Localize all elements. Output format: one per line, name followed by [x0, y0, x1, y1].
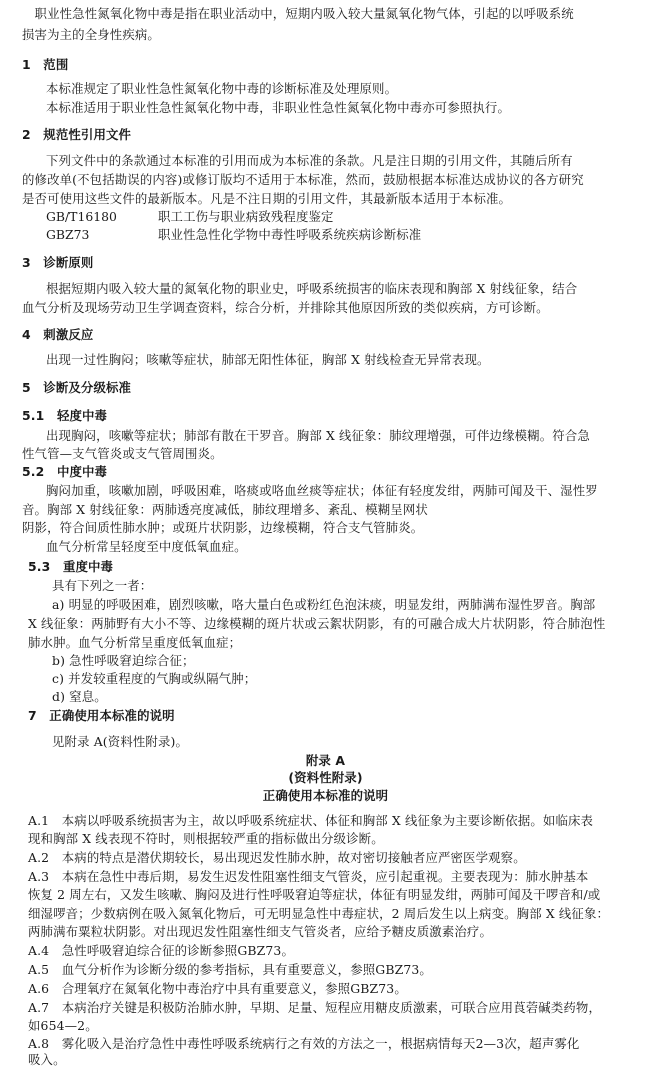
section-1-heading: 1 范围	[22, 57, 69, 72]
section-5-3-item-a-2: X 线征象：两肺野有大小不等、边缘模糊的斑片状或云絮状阴影，有的可融合成大片状阴影，符合肺泡性	[28, 616, 606, 631]
section-3-line-2: 血气分析及现场劳动卫生学调查资料，综合分析，并排除其他原因所致的类似疾病，方可诊断。	[22, 300, 549, 315]
annex-line-3: A.2 本病的特点是潜伏期较长，易出现迟发性肺水肿，故对密切接触者应严密医学观察。	[28, 850, 526, 865]
section-5-1-line-2: 性气管—支气管炎或支气管周围炎。	[22, 446, 223, 461]
section-5-3-item-b: b) 急性呼吸窘迫综合征；	[52, 653, 195, 668]
ref-title-1: 职工工伤与职业病致残程度鉴定	[158, 209, 334, 224]
annex-line-9: A.5 血气分析作为诊断分级的参考指标，具有重要意义，参照GBZ73。	[28, 962, 432, 977]
annex-line-6: 细湿啰音；少数病例在吸入氮氧化物后，可无明显急性中毒症状，2 周后发生以上病变。胸部 X 线征象：	[28, 906, 610, 921]
section-5-3-heading: 5.3 重度中毒	[28, 559, 114, 574]
annex-line-2: 现和胸部 X 线表现不符时，则根据较严重的指标做出分级诊断。	[28, 831, 384, 846]
section-5-heading: 5 诊断及分级标准	[22, 380, 132, 395]
ref-code-2: GBZ73	[46, 227, 90, 242]
section-7-heading: 7 正确使用本标准的说明	[28, 708, 175, 723]
section-5-3-item-a-3: 肺水肿。血气分析常呈重度低氧血症；	[28, 635, 242, 650]
ref-title-2: 职业性急性化学物中毒性呼吸系统疾病诊断标准	[158, 227, 422, 242]
section-5-1-heading: 5.1 轻度中毒	[22, 408, 108, 423]
annex-line-8: A.4 急性呼吸窘迫综合征的诊断参照GBZ73。	[28, 943, 294, 958]
annex-subtitle: (资料性附录)	[288, 770, 363, 785]
section-5-2-line-4: 血气分析常呈轻度至中度低氧血症。	[46, 539, 247, 554]
annex-line-7: 两肺满布粟粒状阴影。对出现迟发性阻塞性细支气管炎者，应给予糖皮质激素治疗。	[28, 924, 493, 939]
section-4-line-1: 出现一过性胸闷；咳嗽等症状，肺部无阳性体征，胸部 X 射线检查无异常表现。	[46, 352, 490, 367]
annex-line-5: 恢复 2 周左右，又发生咳嗽、胸闷及进行性呼吸窘迫等症状，体征有明显发绀，两肺可闻及干啰音和/或	[28, 887, 601, 902]
intro-line-2: 损害为主的全身性疾病。	[22, 27, 160, 42]
section-5-3-line-1: 具有下列之一者：	[52, 578, 153, 593]
section-3-line-1: 根据短期内吸入较大量的氮氧化物的职业史，呼吸系统损害的临床表现和胸部 X 射线征象，结合	[46, 281, 578, 296]
annex-line-4: A.3 本病在急性中毒后期，易发生迟发性阻塞性细支气管炎，应引起重视。主要表现为：肺水肿基本	[28, 869, 589, 884]
annex-heading: 正确使用本标准的说明	[262, 788, 389, 803]
section-2-line-3: 是否可使用这些文件的最新版本。凡是不注日期的引用文件，其最新版本适用于本标准。	[22, 191, 512, 206]
annex-line-10: A.6 合理氧疗在氮氧化物中毒治疗中具有重要意义，参照GBZ73。	[28, 981, 407, 996]
section-4-heading: 4 刺激反应	[22, 327, 94, 342]
section-5-2-line-3: 阴影，符合间质性肺水肿；或斑片状阴影，边缘模糊，符合支气管肺炎。	[22, 520, 424, 535]
annex-line-12: 如654—2。	[28, 1018, 98, 1033]
annex-line-13: A.8 雾化吸入是治疗急性中毒性呼吸系统病行之有效的方法之一，根据病情每天2—3次，超声雾化	[28, 1036, 580, 1051]
section-1-line-2: 本标准适用于职业性急性氮氧化物中毒，非职业性急性氮氧化物中毒亦可参照执行。	[46, 100, 511, 115]
section-2-heading: 2 规范性引用文件	[22, 127, 132, 142]
intro-line-1: 职业性急性氮氧化物中毒是指在职业活动中，短期内吸入较大量氮氧化物气体，引起的以呼吸系统	[22, 6, 574, 21]
section-5-3-item-a-1: a) 明显的呼吸困难，剧烈咳嗽，咯大量白色或粉红色泡沫痰，明显发绀，两肺满布湿性罗音。胸部	[52, 597, 596, 612]
ref-code-1: GB/T16180	[46, 209, 117, 224]
section-7-line-1: 见附录 A(资料性附录)。	[52, 734, 189, 749]
section-5-3-item-c: c) 并发较重程度的气胸或纵隔气肿；	[52, 671, 257, 686]
section-5-1-line-1: 出现胸闷，咳嗽等症状；肺部有散在干罗音。胸部 X 线征象：肺纹理增强，可伴边缘模糊。符合急	[46, 428, 590, 443]
section-5-3-item-d: d) 窒息。	[52, 689, 107, 704]
section-1-line-1: 本标准规定了职业性急性氮氧化物中毒的诊断标准及处理原则。	[46, 81, 398, 96]
annex-title: 附录 A	[305, 753, 346, 768]
section-2-line-2: 的修改单(不包括勘误的内容)或修订版均不适用于本标准，然而，鼓励根据本标准达成协议的各方研究	[22, 172, 584, 187]
annex-line-1: A.1 本病以呼吸系统损害为主，故以呼吸系统症状、体征和胸部 X 线征象为主要诊断依据。如临床表	[28, 813, 594, 828]
section-5-2-line-1: 胸闷加重，咳嗽加剧，呼吸困难，咯痰或咯血丝痰等症状；体征有轻度发绀，两肺可闻及干、湿性罗	[46, 483, 598, 498]
section-5-2-line-2: 音。胸部 X 射线征象：两肺透亮度减低，肺纹理增多、紊乱、模糊呈网状	[22, 502, 428, 517]
section-3-heading: 3 诊断原则	[22, 255, 94, 270]
section-5-2-heading: 5.2 中度中毒	[22, 464, 108, 479]
annex-line-11: A.7 本病治疗关键是积极防治肺水肿，早期、足量、短程应用糖皮质激素，可联合应用莨菪碱类药物，	[28, 1000, 602, 1015]
section-2-line-1: 下列文件中的条款通过本标准的引用而成为本标准的条款。凡是注日期的引用文件，其随后所有	[46, 153, 573, 168]
annex-line-14: 吸入。	[28, 1052, 66, 1067]
